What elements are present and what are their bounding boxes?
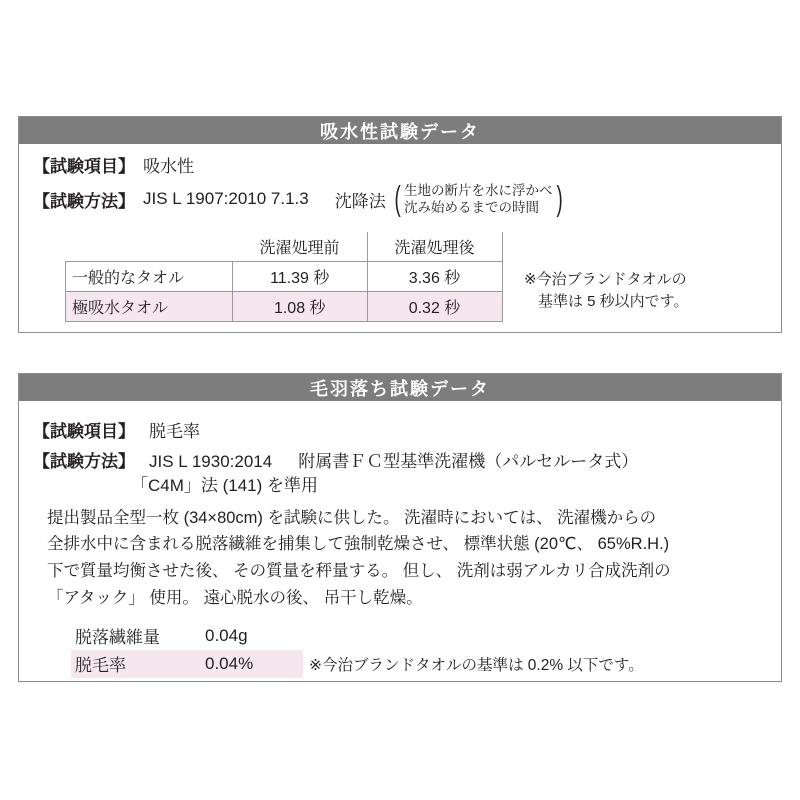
left-paren-glyph: ( (394, 180, 401, 219)
right-paren-glyph: ) (556, 180, 563, 219)
lint-standard-note: ※今治ブランドタオルの基準は 0.2% 以下です。 (309, 656, 644, 674)
absorbency-panel-title: 吸水性試験データ (19, 117, 781, 144)
lint-test-item-label: 【試験項目】 (33, 422, 135, 441)
table-row-name-0: 一般的なタオル (66, 262, 233, 292)
lint-test-item-value: 脱毛率 (149, 422, 200, 441)
lint-panel-body (19, 401, 781, 678)
lint-description-line-3: 下で質量均衡させた後、 その質量を秤量する。 但し、 洗剤は弱アルカリ合成洗剤の (47, 562, 671, 581)
lint-test-panel (18, 373, 782, 682)
absorbency-standard-note-line-1: ※今治ブランドタオルの (524, 271, 687, 288)
absorbency-standard-note (524, 269, 688, 313)
absorbency-test-method-value: JIS L 1907:2010 7.1.3 (143, 189, 309, 209)
lint-result-row-fiber (75, 622, 767, 650)
lint-result-name-rate: 脱毛率 (75, 656, 126, 676)
table-cell-before-1: 1.08 秒 (233, 292, 368, 322)
absorbency-table-wrap (65, 232, 503, 322)
absorbency-method-note (392, 182, 565, 218)
table-corner-cell (66, 232, 233, 262)
lint-description-line-4: 「アタック」 使用。 遠心脱水の後、 吊干し乾燥。 (47, 588, 423, 607)
table-cell-after-1: 0.32 秒 (367, 292, 502, 322)
absorbency-test-method-suffix: 沈降法 (334, 191, 386, 211)
table-row (66, 262, 503, 292)
lint-test-method-value-2: 附属書ＦＣ型基準洗濯機（パルセルータ式） (298, 451, 639, 471)
absorbency-note-line-2: 沈み始めるまでの時間 (404, 200, 540, 216)
absorbency-note-line-1: 生地の断片を水に浮かべ (404, 182, 553, 198)
lint-result-row-rate (71, 650, 303, 678)
lint-test-item-row (33, 419, 767, 445)
lint-result-name-fiber: 脱落繊維量 (75, 628, 160, 648)
lint-description-line-1: 提出製品全型一枚 (34×80cm) を試験に供した。 洗濯時においては、 洗濯機からの (47, 508, 657, 527)
absorbency-data-table (65, 232, 503, 322)
absorbency-test-item-value: 吸水性 (143, 157, 194, 176)
lint-test-method-row (33, 449, 767, 475)
lint-result-value-rate: 0.04% (205, 653, 254, 673)
lint-panel-title: 毛羽落ち試験データ (19, 374, 781, 401)
absorbency-test-method-label: 【試験方法】 (33, 191, 135, 211)
absorbency-test-method-row (33, 182, 767, 218)
lint-results (33, 622, 767, 678)
lint-test-method-value: JIS L 1930:2014 (149, 451, 273, 471)
absorbency-test-panel (18, 116, 782, 333)
absorbency-test-item-row (33, 154, 767, 180)
lint-result-value-fiber: 0.04g (205, 625, 248, 645)
lint-test-description (33, 505, 767, 612)
absorbency-panel-body (19, 144, 781, 317)
table-row (66, 292, 503, 322)
lint-test-method-line-2: 「C4M」法 (141) を準用 (131, 476, 319, 495)
lint-result-row-rate-wrap (75, 650, 767, 678)
table-cell-after-0: 3.36 秒 (367, 262, 502, 292)
lint-test-method-label: 【試験方法】 (33, 451, 135, 471)
table-col-header-after: 洗濯処理後 (367, 232, 502, 262)
table-cell-before-0: 11.39 秒 (233, 262, 368, 292)
table-header-row (66, 232, 503, 262)
table-col-header-before: 洗濯処理前 (233, 232, 368, 262)
lint-description-line-2: 全排水中に含まれる脱落繊維を捕集して強制乾燥させ、 標準状態 (20℃、 65%R.H.) (47, 535, 670, 554)
absorbency-standard-note-line-2: 基準は 5 秒以内です。 (538, 292, 689, 310)
table-row-name-1: 極吸水タオル (66, 292, 233, 322)
absorbency-test-item-label: 【試験項目】 (33, 157, 135, 176)
